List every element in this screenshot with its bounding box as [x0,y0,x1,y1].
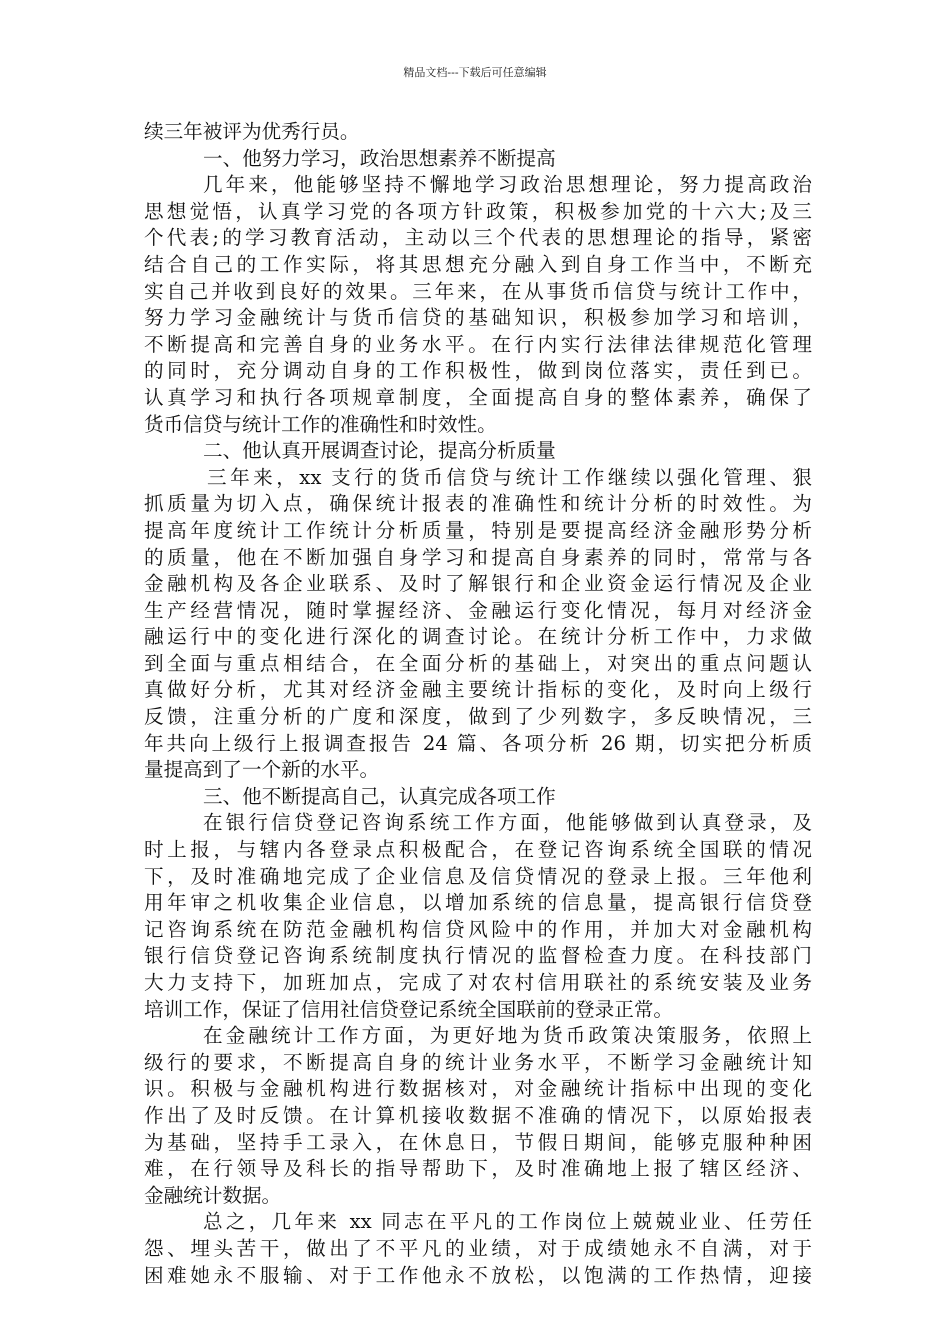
paragraph-line: 反馈，注重分析的广度和深度，做到了少列数字，多反映情况，三 [144,705,812,729]
paragraph-line: 金融统计数据。 [144,1183,282,1207]
paragraph-line: 到全面与重点相结合，在全面分析的基础上，对突出的重点问题认 [144,651,812,675]
paragraph-line: 认真学习和执行各项规章制度，全面提高自身的整体素养，确保了 [144,385,812,409]
paragraph-line: 真做好分析，尤其对经济金融主要统计指标的变化，及时向上级行 [144,678,812,702]
paragraph-line: 的同时，充分调动自身的工作积极性，做到岗位落实，责任到已。 [144,359,812,383]
paragraph-line: 思想觉悟，认真学习党的各项方针政策，积极参加党的十六大;及三 [144,199,812,223]
paragraph-line: 在银行信贷登记咨询系统工作方面，他能够做到认真登录，及 [203,811,812,835]
paragraph-line: 量提高到了一个新的水平。 [144,758,380,782]
paragraph-line: 用年审之机收集企业信息，以增加系统的信息量，提高银行信贷登 [144,891,812,915]
paragraph-line: 金融机构及各企业联系、及时了解银行和企业资金运行情况及企业 [144,572,812,596]
paragraph-line: 困难她永不服输、对于工作他永不放松，以饱满的工作热情，迎接 [144,1263,812,1287]
paragraph-line: 个代表;的学习教育活动，主动以三个代表的思想理论的指导，紧密 [144,226,812,250]
paragraph-line: 记咨询系统在防范金融机构信贷风险中的作用，并加大对金融机构 [144,917,812,941]
section-heading: 一、他努力学习，政治思想素养不断提高 [203,146,556,170]
paragraph-line: 作出了及时反馈。在计算机接收数据不准确的情况下，以原始报表 [144,1103,812,1127]
paragraph-line: 抓质量为切入点，确保统计报表的准确性和统计分析的时效性。为 [144,492,812,516]
paragraph-line: 培训工作，保证了信用社信贷登记系统全国联前的登录正常。 [144,997,674,1021]
paragraph-line: 三年来，xx 支行的货币信贷与统计工作继续以强化管理、狠 [207,465,812,489]
paragraph-line: 续三年被评为优秀行员。 [144,120,360,143]
paragraph-line: 实自己并收到良好的效果。三年来，在从事货币信贷与统计工作中， [144,279,812,303]
paragraph-line: 提高年度统计工作统计分析质量，特别是要提高经济金融形势分析 [144,518,812,542]
paragraph-line: 难，在行领导及科长的指导帮助下，及时准确地上报了辖区经济、 [144,1157,812,1181]
paragraph-line: 级行的要求，不断提高自身的统计业务水平，不断学习金融统计知 [144,1050,812,1074]
paragraph-line: 识。积极与金融机构进行数据核对，对金融统计指标中出现的变化 [144,1077,812,1101]
section-heading: 二、他认真开展调查讨论，提高分析质量 [203,439,556,463]
paragraph-line: 不断提高和完善自身的业务水平。在行内实行法律法律规范化管理 [144,332,812,356]
paragraph-line: 总之，几年来 xx 同志在平凡的工作岗位上兢兢业业、任劳任 [203,1210,812,1234]
paragraph-line: 年共向上级行上报调查报告 24 篇、各项分析 26 期，切实把分析质 [144,731,812,755]
paragraph-line: 生产经营情况，随时掌握经济、金融运行变化情况，每月对经济金 [144,598,812,622]
paragraph-line: 时上报，与辖内各登录点积极配合，在登记咨询系统全国联的情况 [144,838,812,862]
paragraph-line: 结合自己的工作实际，将其思想充分融入到自身工作当中，不断充 [144,252,812,276]
paragraph-line: 下，及时准确地完成了企业信息及信贷情况的登录上报。三年他利 [144,864,812,888]
paragraph-line: 为基础，坚持手工录入，在休息日，节假日期间，能够克服种种困 [144,1130,812,1154]
paragraph-line: 大力支持下，加班加点，完成了对农村信用联社的系统安装及业务 [144,971,812,994]
paragraph-line: 融运行中的变化进行深化的调查讨论。在统计分析工作中，力求做 [144,625,812,649]
paragraph-line: 货币信贷与统计工作的准确性和时效性。 [144,412,497,436]
paragraph-line: 银行信贷登记咨询系统制度执行情况的监督检查力度。在科技部门 [144,944,812,968]
document-body [144,119,812,1289]
paragraph-line: 几年来，他能够坚持不懈地学习政治思想理论，努力提高政治 [203,173,812,197]
page-header: 精品文档---下载后可任意编辑 [403,66,547,79]
paragraph-line: 的质量，他在不断加强自身学习和提高自身素养的同时，常常与各 [144,545,812,569]
paragraph-line: 怨、埋头苦干，做出了不平凡的业绩，对于成绩她永不自满，对于 [144,1236,812,1260]
paragraph-line: 在金融统计工作方面，为更好地为货币政策决策服务，依照上 [203,1024,812,1048]
paragraph-line: 努力学习金融统计与货币信贷的基础知识，积极参加学习和培训， [144,306,812,330]
section-heading: 三、他不断提高自己，认真完成各项工作 [203,784,556,808]
